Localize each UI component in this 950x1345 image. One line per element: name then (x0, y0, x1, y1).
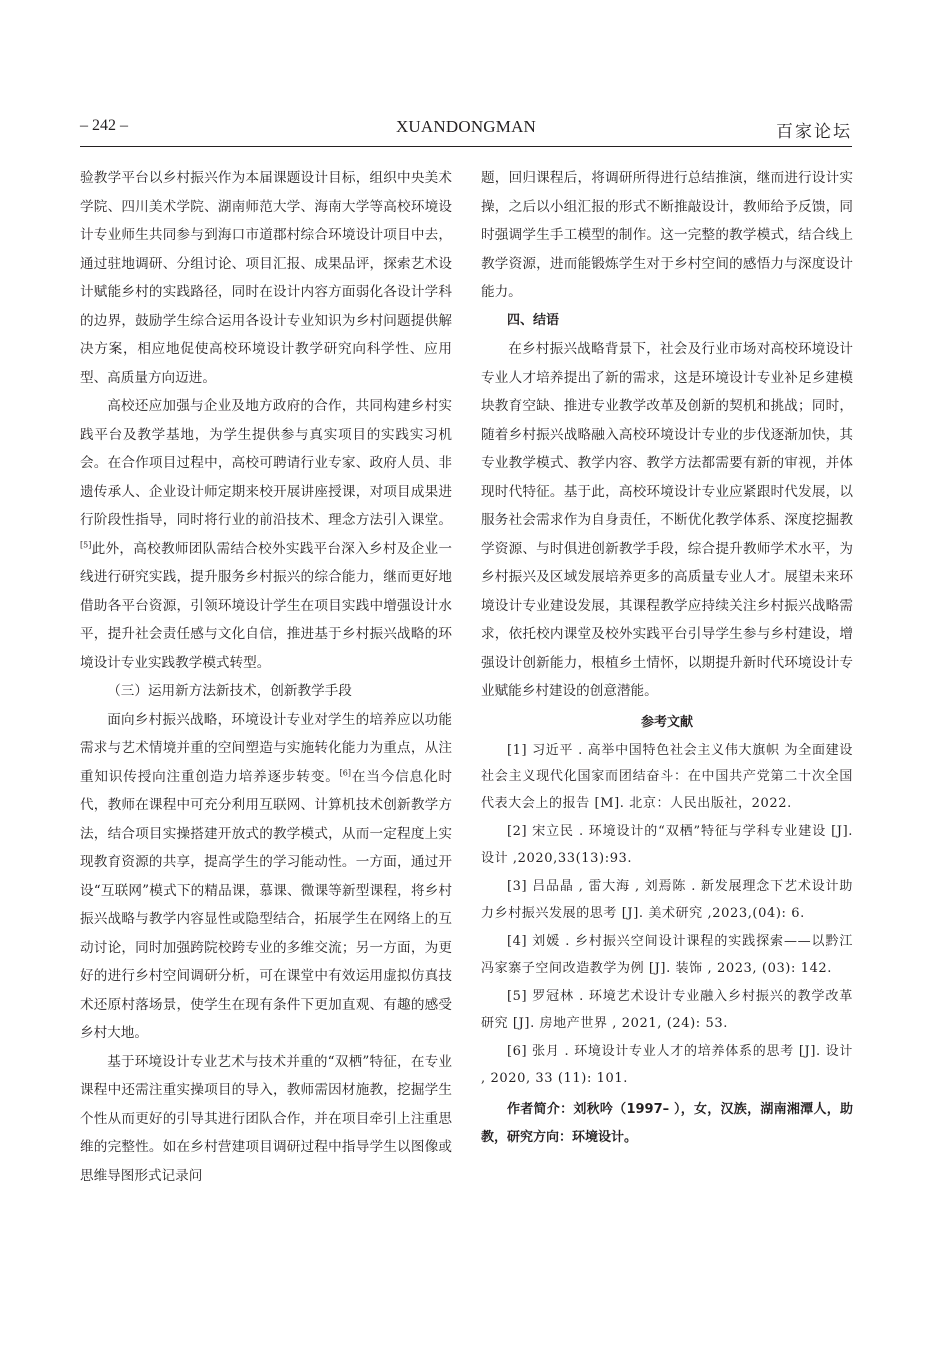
paragraph (80, 706, 452, 1048)
right-column (481, 164, 853, 1152)
left-column (80, 164, 452, 1190)
reference-item: [5] 罗冠林 . 环境艺术设计专业融入乡村振兴的教学改革研究 [J]. 房地产世界 , 2021, (24): 53. (481, 989, 853, 1031)
citation-marker: [5] (80, 539, 92, 549)
section-heading: 四、结语 (507, 312, 560, 328)
paragraph: 在乡村振兴战略背景下，社会及行业市场对高校环境设计专业人才培养提出了新的需求，这是环境设计专业补足乡建模块教育空缺、推进专业教学改革及创新的契机和挑战；同时，随着乡村振兴战略融入高校环境设计专业的步伐逐渐加快，其专业教学模式、教学内容、教学方法都需要有新的审视，并体现时代特征。基于此，高校环境设计专业应紧跟时代发展，以服务社会需求作为自身责任，不断优化教学体系、深度挖掘教学资源、与时俱进创新教学手段，综合提升教师学术水平，为乡村振兴及区域发展培养更多的高质量专业人才。展望未来环境设计专业建设发展，其课程教学应持续关注乡村振兴战略需求，依托校内课堂及校外实践平台引导学生参与乡村建设，增强设计创新能力，根植乡土情怀，以期提升新时代环境设计专业赋能乡村建设的创意潜能。 (481, 341, 853, 699)
reference-item: [2] 宋立民 . 环境设计的“双栖”特征与学科专业建设 [J]. 设计 ,2020,33(13):93. (481, 824, 853, 866)
paragraph-text: 高校还应加强与企业及地方政府的合作，共同构建乡村实践平台及教学基地，为学生提供参与真实项目的实践实习机会。在合作项目过程中，高校可聘请行业专家、政府人员、非遗传承人、企业设计师定期来校开展讲座授课，对项目成果进行阶段性指导，同时将行业的前沿技术、理念方法引入课堂。 (80, 398, 452, 528)
header-rule (80, 146, 852, 147)
paragraph-text: 此外，高校教师团队需结合校外实践平台深入乡村及企业一线进行研究实践，提升服务乡村振兴的综合能力，继而更好地借助各平台资源，引领环境设计学生在项目实践中增强设计水平，提升社会责任感与文化自信，推进基于乡村振兴战略的环境设计专业实践教学模式转型。 (80, 540, 452, 671)
author-bio: 作者简介：刘秋吟（1997– ），女，汉族，湖南湘潭人，助教，研究方向：环境设计。 (481, 1102, 853, 1145)
paragraph: 题，回归课程后，将调研所得进行总结推演，继而进行设计实操，之后以小组汇报的形式不断推敲设计，教师给予反馈，同时强调学生手工模型的制作。这一完整的教学模式，结合线上教学资源，进而能锻炼学生对于乡村空间的感悟力与深度设计能力。 (481, 170, 853, 300)
paragraph-text: 面向乡村振兴战略，环境设计专业对学生的培养应以功能需求与艺术情境并重的空间塑造与实施转化能力为重点，从注重知识传授向注重创造力培养逐步转变。 (80, 711, 452, 785)
citation-marker: [6] (339, 767, 352, 777)
page-header (80, 117, 852, 143)
journal-name: XUANDONGMAN (395, 117, 537, 136)
paragraph-text: 在当今信息化时代，教师在课程中可充分利用互联网、计算机技术创新教学方法，结合项目实操搭建开放式的教学模式，从而一定程度上实现教育资源的共享，提高学生的学习能动性。一方面，通过开设“互联网”模式下的精品课，慕课、微课等新型课程，将乡村振兴战略与教学内容显性或隐型结合，拓展学生在网络上的互动讨论，同时加强跨院校跨专业的多维交流；另一方面，为更好的进行乡村空间调研分析，可在课堂中有效运用虚拟仿真技术还原村落场景，使学生在现有条件下更加直观、有趣的感受乡村大地。 (80, 768, 452, 1041)
paragraph: 验教学平台以乡村振兴作为本届课题设计目标，组织中央美术学院、四川美术学院、湖南师范大学、海南大学等高校环境设计专业师生共同参与到海口市道郡村综合环境设计项目中去，通过驻地调研、分组讨论、项目汇报、成果品评，探索艺术设计赋能乡村的实践路径，同时在设计内容方面弱化各设计学科的边界，鼓励学生综合运用各设计专业知识为乡村问题提供解决方案，相应地促使高校环境设计教学研究向科学性、应用型、高质量方向迈进。 (80, 170, 452, 386)
reference-item: [3] 吕品晶 , 雷大海 , 刘焉陈 . 新发展理念下艺术设计助力乡村振兴发展的思考 [J]. 美术研究 ,2023,(04): 6. (481, 879, 853, 921)
references-title: 参考文献 (640, 714, 693, 730)
reference-item: [1] 习近平 . 高举中国特色社会主义伟大旗帜 为全面建设社会主义现代化国家而团结奋斗：在中国共产党第二十次全国代表大会上的报告 [M]. 北京：人民出版社，2022. (481, 742, 853, 811)
paragraph (80, 392, 452, 677)
paragraph: 基于环境设计专业艺术与技术并重的“双栖”特征，在专业课程中还需注重实操项目的导入，教师需因材施教，挖掘学生个性从而更好的引导其进行团队合作，并在项目牵引上注重思维的完整性。如在乡村营建项目调研过程中指导学生以图像或思维导图形式记录问 (80, 1053, 452, 1184)
page-number: – 242 – (80, 117, 128, 134)
section-name: 百家论坛 (776, 122, 852, 142)
reference-item: [4] 刘媛 . 乡村振兴空间设计课程的实践探索——以黔江冯家寨子空间改造教学为例 [J]. 装饰 , 2023, (03): 142. (481, 934, 853, 976)
reference-item: [6] 张月 . 环境设计专业人才的培养体系的思考 [J]. 设计 , 2020, 33 (11): 101. (481, 1044, 853, 1086)
subsection-heading: （三）运用新方法新技术，创新教学手段 (107, 683, 352, 699)
